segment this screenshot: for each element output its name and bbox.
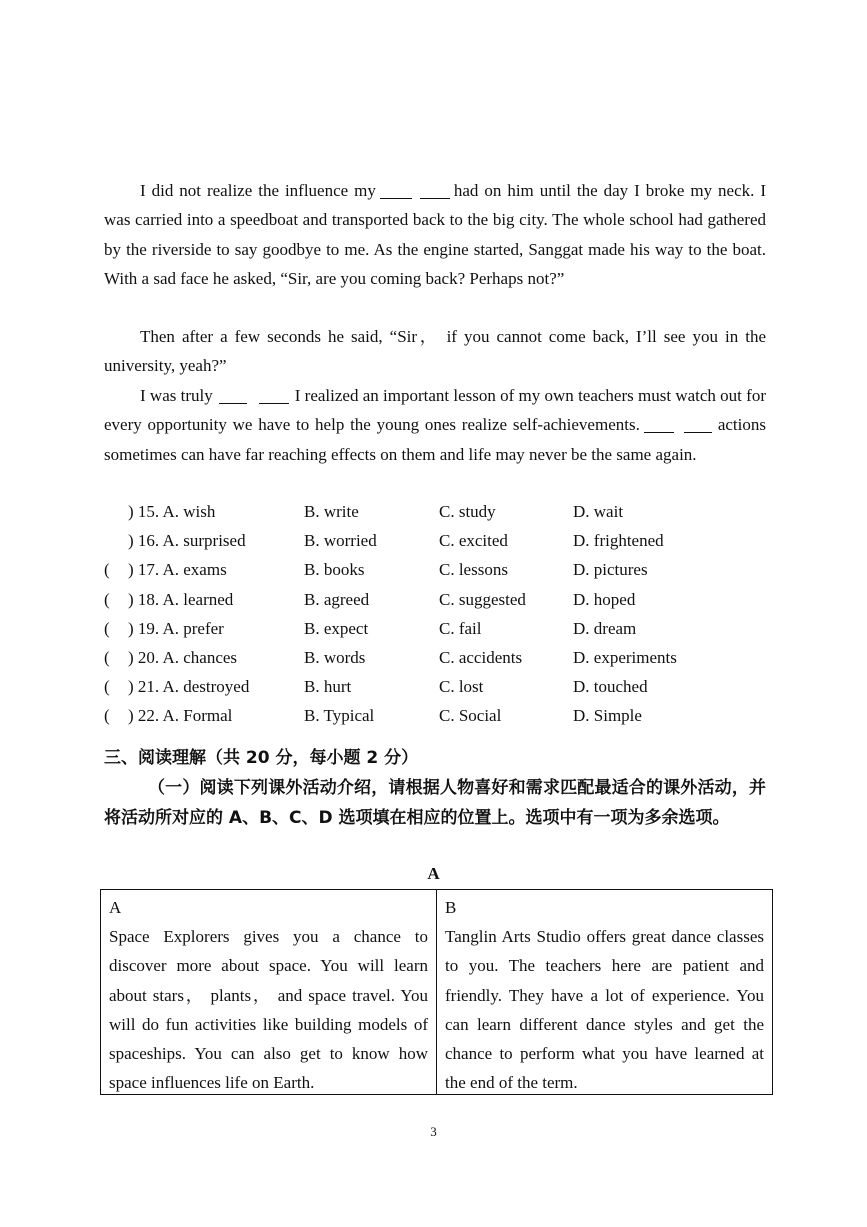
option-a: ) 20. A. chances [128, 647, 238, 667]
passage-text: I did not realize the influence my [140, 181, 376, 200]
question-row [104, 706, 744, 735]
option-a: ) 22. A. Formal [128, 706, 233, 726]
question-row [104, 677, 744, 706]
answer-blank [380, 181, 412, 199]
section-instruction: （一）阅读下列课外活动介绍，请根据人物喜好和需求匹配最适合的课外活动，并将活动所对应的 A、B、C、D 选项填在相应的位置上。选项中有一项为多余选项。 [104, 778, 766, 828]
option-b: B. worried [304, 531, 377, 551]
section-heading: 三、阅读理解（共 20 分，每小题 2 分） [104, 748, 419, 768]
question-row [104, 648, 744, 677]
option-d: D. touched [573, 677, 648, 697]
option-c: C. suggested [439, 589, 526, 609]
passage-paragraph-1 [104, 176, 766, 293]
option-c: C. lessons [439, 560, 508, 580]
option-d: D. Simple [573, 706, 642, 726]
passage-paragraph-2: Then after a few seconds he said, “Sir， if you cannot come back, I’ll see you in the university, yeah?” [104, 327, 766, 376]
question-row [104, 560, 744, 589]
option-d: D. experiments [573, 647, 677, 667]
passage-text: I was truly [140, 386, 213, 405]
cell-text: Tanglin Arts Studio offers great dance classes to you. The teachers here are patient and friendly. They have a lot of experience. You can learn different dance styles and get the chance to perform what you have learned at the end of the term. [445, 927, 764, 1093]
table-title: A [427, 864, 440, 883]
question-row [104, 619, 744, 648]
option-d: D. frightened [573, 531, 664, 551]
option-c: C. fail [439, 618, 482, 638]
option-c: C. Social [439, 706, 502, 726]
option-a: ) 15. A. wish [128, 502, 216, 521]
answer-paren: ( [104, 706, 110, 726]
option-d: D. hoped [573, 589, 636, 609]
option-b: B. expect [304, 618, 369, 638]
question-row [104, 531, 744, 560]
option-d: D. pictures [573, 560, 648, 580]
option-c: C. lost [439, 677, 484, 697]
option-d: D. wait [573, 502, 624, 521]
option-d: D. dream [573, 618, 637, 638]
answer-paren: ( [104, 560, 110, 580]
passage-text: actions sometimes can have far reaching effects on them and life may never be the same again. [104, 415, 766, 464]
cell-label: A [109, 898, 122, 917]
question-row [104, 590, 744, 619]
option-a: ) 17. A. exams [128, 560, 227, 580]
answer-blank [219, 386, 247, 404]
passage-text: I realized an important lesson of my own teachers must watch out for every opportunity we have to help the young ones realize self-achievements. [104, 386, 766, 435]
passage-paragraph-3 [104, 381, 766, 469]
activity-table [100, 889, 773, 1095]
question-options [104, 502, 744, 736]
option-a: ) 18. A. learned [128, 589, 234, 609]
activity-cell-b [437, 890, 772, 1094]
answer-paren: ( [104, 589, 110, 609]
page-number: 3 [430, 1124, 437, 1139]
option-b: B. agreed [304, 589, 370, 609]
answer-blank [684, 415, 712, 433]
answer-paren: ( [104, 618, 110, 638]
option-c: C. excited [439, 531, 508, 551]
answer-paren: ( [104, 677, 110, 697]
option-b: B. books [304, 560, 365, 580]
cell-text: Space Explorers gives you a chance to discover more about space. You will learn about stars， plants， and space travel. You will do fun activities like building models of spaceships. You can also get to know how space influences life on Earth. [109, 927, 428, 1093]
passage-text: had on him until the day I broke my neck. I was carried into a speedboat and transported back to the big city. The whole school had gathered by the riverside to say goodbye to me. As the engine started, Sanggat made his way to the boat. With a sad face he asked, “Sir, are you coming back? Perhaps not?” [104, 181, 766, 288]
option-b: B. write [304, 502, 359, 521]
option-a: ) 21. A. destroyed [128, 677, 250, 697]
answer-paren: ( [104, 647, 110, 667]
option-c: C. accidents [439, 647, 523, 667]
option-b: B. Typical [304, 706, 375, 726]
activity-cell-a [101, 890, 437, 1094]
option-c: C. study [439, 502, 496, 521]
option-b: B. words [304, 647, 366, 667]
answer-blank [420, 181, 450, 199]
answer-blank [644, 415, 674, 433]
option-a: ) 16. A. surprised [128, 531, 246, 551]
option-b: B. hurt [304, 677, 352, 697]
option-a: ) 19. A. prefer [128, 618, 224, 638]
answer-blank [259, 386, 289, 404]
question-row [104, 502, 744, 531]
cell-label: B [445, 898, 457, 917]
